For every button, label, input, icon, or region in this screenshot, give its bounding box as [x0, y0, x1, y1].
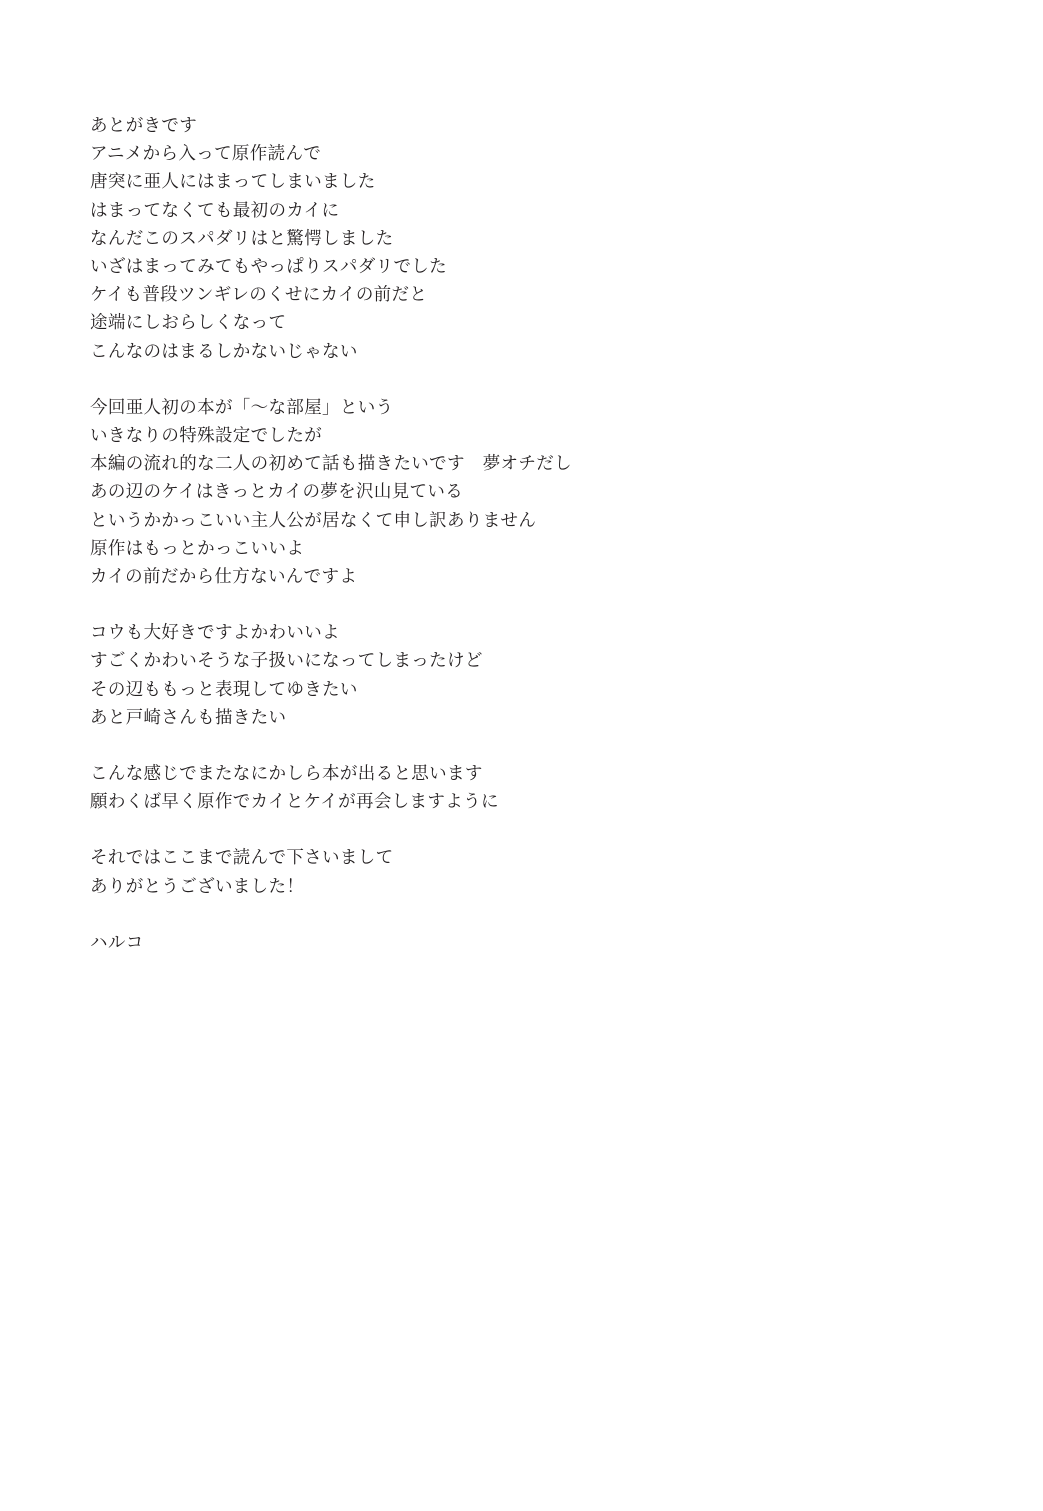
text-line: こんな感じでまたなにかしら本が出ると思います [90, 764, 483, 785]
text-line: あの辺のケイはきっとカイの夢を沢山見ている [90, 482, 464, 503]
text-line: あと戸崎さんも描きたい [90, 707, 287, 728]
text-line: 途端にしおらしくなって [90, 313, 287, 334]
paragraph [90, 394, 790, 591]
paragraph [90, 112, 790, 366]
paragraph [90, 844, 790, 900]
text-line: アニメから入って原作読んで [90, 144, 322, 165]
text-line: こんなのはまるしかないじゃない [90, 341, 358, 362]
text-line: いきなりの特殊設定でしたが [90, 426, 323, 447]
text-line: 願わくば早く原作でカイとケイが再会しますように [90, 792, 499, 813]
text-line: カイの前だから仕方ないんですよ [90, 567, 358, 588]
text-line: 本編の流れ的な二人の初めて話も描きたいです 夢オチだし [90, 454, 572, 475]
paragraph [90, 760, 790, 816]
text-line: その辺ももっと表現してゆきたい [90, 679, 358, 700]
text-line: 今回亜人初の本が「〜な部屋」という [90, 397, 394, 418]
text-line: あとがきです [90, 116, 198, 136]
text-line: はまってなくても最初のカイに [90, 200, 340, 221]
text-line: 唐突に亜人にはまってしまいました [90, 172, 376, 193]
paragraph [90, 619, 790, 732]
text-line: なんだこのスパダリはと驚愕しました [90, 228, 394, 249]
text-line: すごくかわいそうな子扱いになってしまったけど [90, 651, 483, 672]
text-line: というかかっこいい主人公が居なくて申し訳ありません [90, 510, 537, 531]
text-line: ケイも普段ツンギレのくせにカイの前だと [90, 285, 428, 306]
author-signature: ハルコ [90, 932, 144, 953]
text-line: コウも大好きですよかわいいよ [90, 623, 340, 644]
text-line: いざはまってみてもやっぱりスパダリでした [90, 257, 447, 278]
text-line: ありがとうございました！ [90, 876, 305, 897]
afterword-text-block [90, 112, 790, 957]
text-line: それではここまで読んで下さいまして [90, 848, 394, 869]
text-line: 原作はもっとかっこいいよ [90, 538, 305, 559]
